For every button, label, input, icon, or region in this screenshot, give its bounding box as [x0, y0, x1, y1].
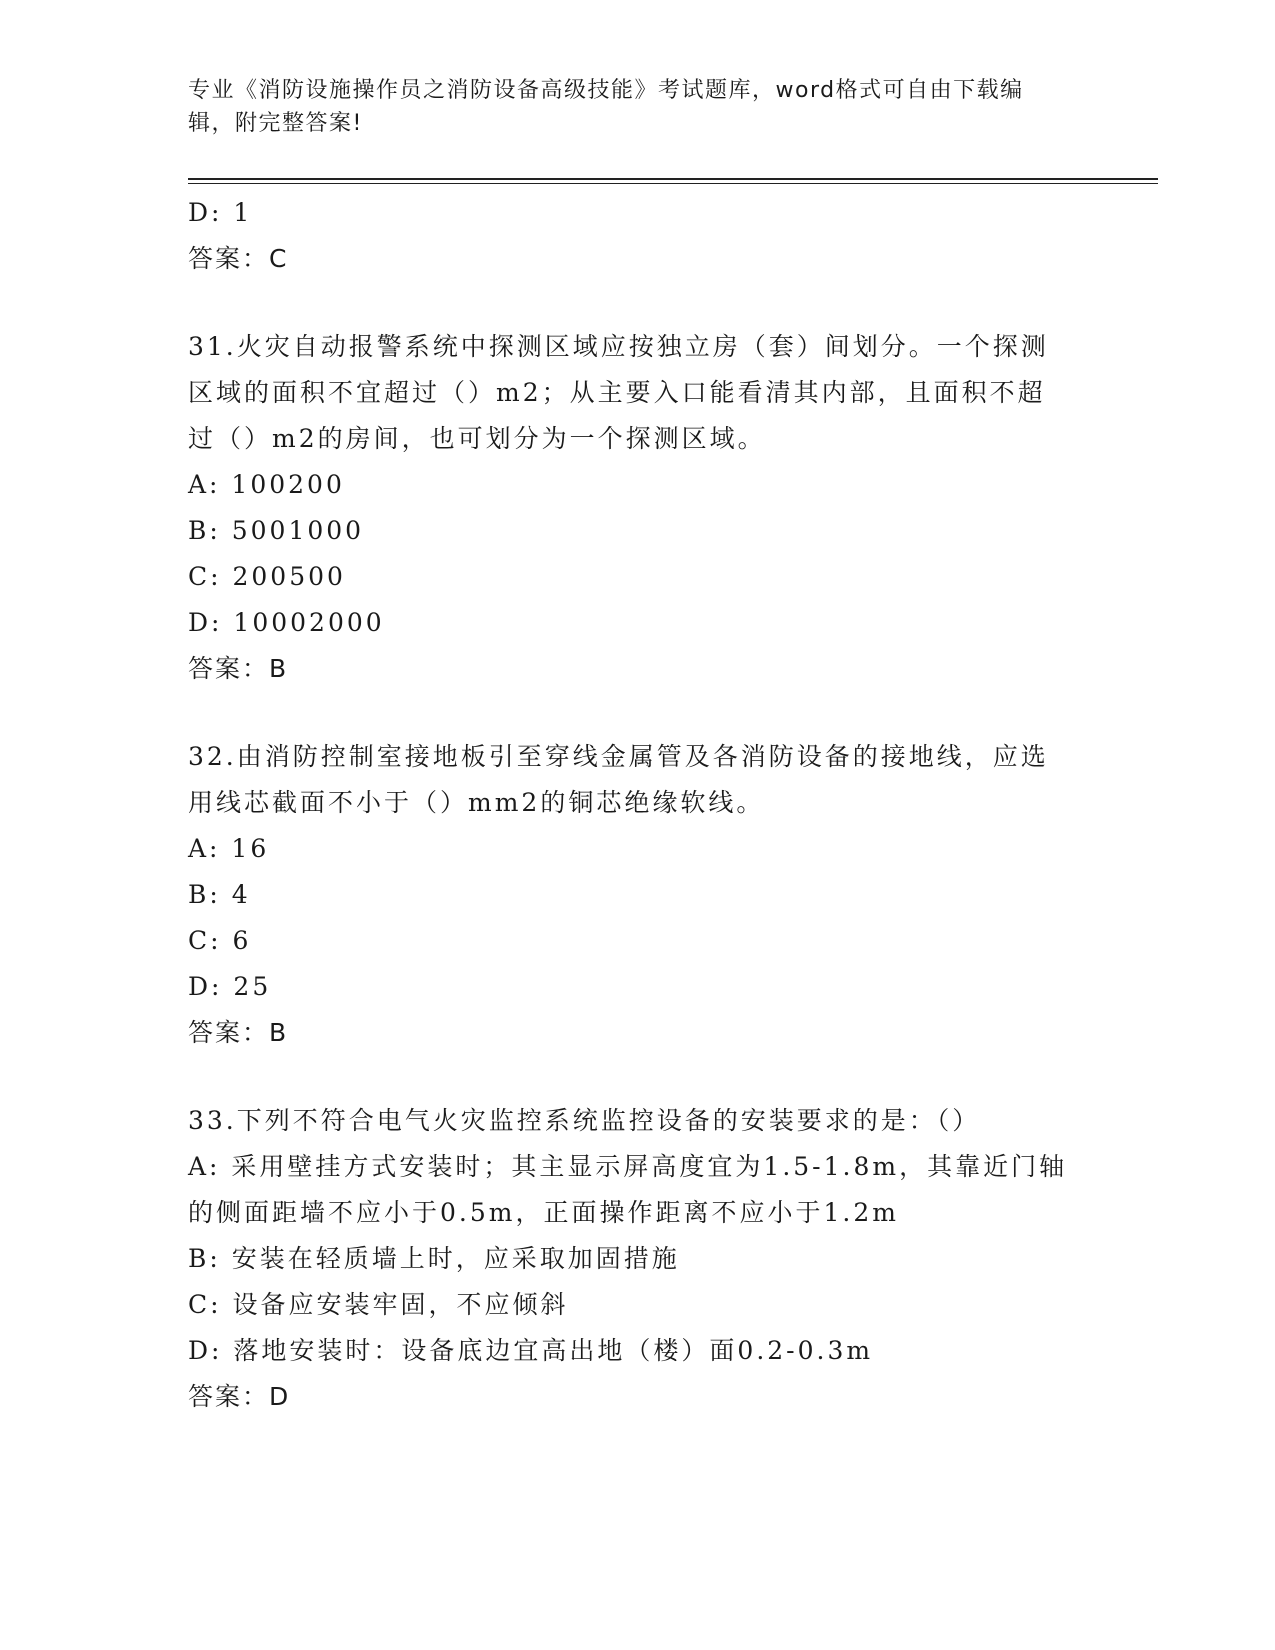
- previous-question-tail: [188, 190, 1088, 282]
- question-text-line: 区域的面积不宜超过（）m2；从主要入口能看清其内部，且面积不超: [188, 378, 1046, 407]
- option-d: D: 25: [188, 972, 272, 1001]
- option-b: B: 5001000: [188, 516, 365, 545]
- question-33-text: [188, 1098, 1088, 1144]
- option-c: C: 设备应安装牢固，不应倾斜: [188, 1290, 569, 1319]
- question-31-text: [188, 324, 1088, 462]
- answer-line: 答案：C: [188, 244, 289, 273]
- header-title-line-1: 专业《消防设施操作员之消防设备高级技能》考试题库，word格式可自由下载编: [188, 78, 1024, 103]
- option-d: D: 1: [188, 198, 253, 227]
- question-text-line: 用线芯截面不小于（）mm2的铜芯绝缘软线。: [188, 788, 765, 817]
- spacer: [188, 692, 1088, 734]
- question-text-line: 33.下列不符合电气火灾监控系统监控设备的安装要求的是：（）: [188, 1106, 981, 1135]
- option-b: B: 安装在轻质墙上时，应采取加固措施: [188, 1244, 680, 1273]
- question-33: [188, 1098, 1088, 1420]
- option-a: [188, 1144, 1088, 1236]
- option-c: C: 6: [188, 926, 252, 955]
- answer-line: 答案：B: [188, 654, 289, 683]
- option-c: C: 200500: [188, 562, 346, 591]
- question-text-line: 过（）m2的房间，也可划分为一个探测区域。: [188, 424, 766, 453]
- option-a-line: 的侧面距墙不应小于0.5m，正面操作距离不应小于1.2m: [188, 1198, 899, 1227]
- question-content: [188, 190, 1088, 1420]
- header-title-line-2: 辑，附完整答案!: [188, 111, 363, 136]
- page-header: [188, 74, 1088, 140]
- question-text-line: 31.火灾自动报警系统中探测区域应按独立房（套）间划分。一个探测: [188, 332, 1049, 361]
- question-31: [188, 324, 1088, 692]
- answer-line: 答案：B: [188, 1018, 289, 1047]
- spacer: [188, 1056, 1088, 1098]
- spacer: [188, 282, 1088, 324]
- header-divider-thin: [188, 183, 1158, 184]
- option-d: D: 10002000: [188, 608, 385, 637]
- question-text-line: 32.由消防控制室接地板引至穿线金属管及各消防设备的接地线，应选: [188, 742, 1049, 771]
- option-a: A: 16: [188, 834, 270, 863]
- question-32: [188, 734, 1088, 1056]
- option-d: D: 落地安装时：设备底边宜高出地（楼）面0.2-0.3m: [188, 1336, 874, 1365]
- option-a-line: A: 采用壁挂方式安装时；其主显示屏高度宜为1.5-1.8m，其靠近门轴: [188, 1152, 1068, 1181]
- question-32-text: [188, 734, 1088, 826]
- answer-line: 答案：D: [188, 1382, 291, 1411]
- option-b: B: 4: [188, 880, 251, 909]
- option-a: A: 100200: [188, 470, 345, 499]
- header-divider-thick: [188, 178, 1158, 180]
